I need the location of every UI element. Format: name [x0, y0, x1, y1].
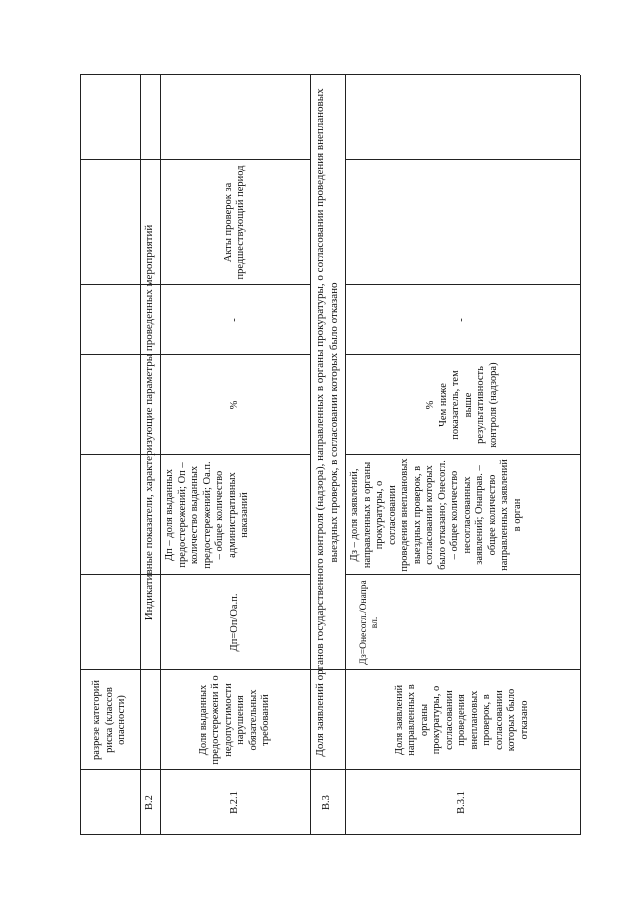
row-b21-description: Дп – доля выданных предостережений; Оп – количество выданных предостережений; Оа.п. – общее количество административных наказаний [164, 461, 250, 569]
row-b31-description: Дз – доля заявлений, направленных в органы прокуратуры, о согласовании проведения внеплановых выездных проверок, в согласовании которых было отказано; Онесогл. – общее количество несогласованных заявлений; Онаправ. – общее количество направленных заявлений в орган [349, 458, 523, 572]
row-b31-code: В.3.1 [456, 791, 468, 814]
row-b21-source: Акты проверок за предшествующий период [222, 165, 246, 280]
section-b2-code: В.2 [143, 795, 155, 810]
row-b21-target: - [228, 318, 240, 322]
row-b21-formula: Дп=Оп/Оа.п. [228, 593, 240, 652]
row-b31-unit-block [345, 355, 580, 455]
section-b3-title: Доля заявлений органов государственного контроля (надзора), направленных в органы прокуратуры, о согласовании проведения внеплановых выездных проверок, в согласовании которых было отказано [314, 88, 340, 757]
row-b31-unit: % [425, 400, 436, 410]
section-b3-code: В.3 [321, 795, 333, 810]
row-b31-source [345, 160, 580, 285]
section-b2-title: Индикативные показатели, характеризующие параметры проведенных мероприятий [143, 224, 156, 621]
header-category-cell: разрезе категорий риска (классов опасности) [91, 680, 128, 760]
row-b31-formula: Дз=Онесогл./Онапра вл. [359, 580, 380, 665]
row-b31-target: - [456, 318, 468, 322]
row-b21-unit: % [228, 400, 240, 410]
row-b31-name: Доля заявлений направленных в органы прокуратуры, о согласовании проведения внеплановых проверок, в согласовании которых было отказано [393, 684, 530, 756]
row-b21-name: Доля выданных предостережени й о недопустимости нарушения обязательных требований [197, 675, 271, 765]
row-b31-interpretation: Чем ниже показатель, тем выше результативность контроля (надзора) [437, 362, 499, 448]
row-b21-code: В.2.1 [228, 791, 240, 814]
